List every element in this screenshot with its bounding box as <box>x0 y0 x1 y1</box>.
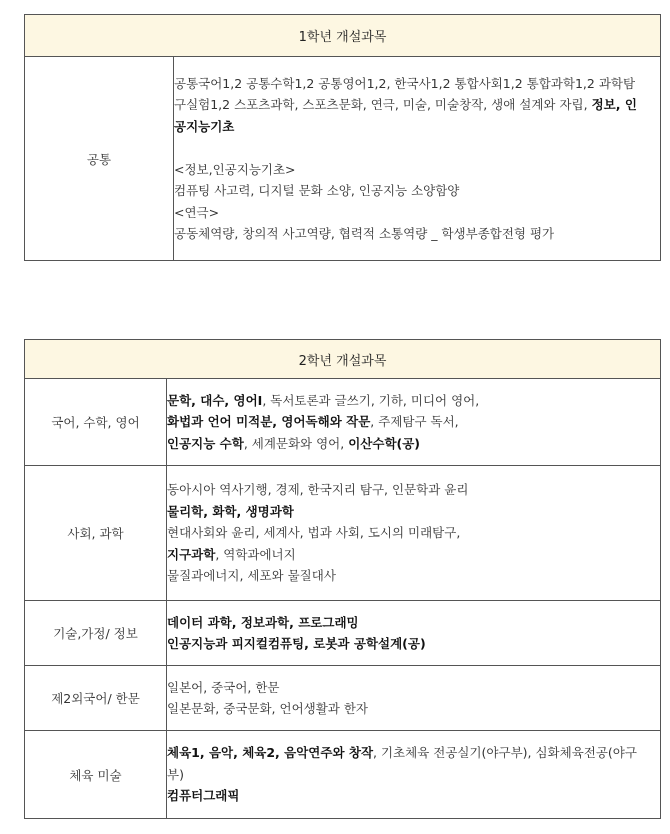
subject-line <box>167 390 660 412</box>
subject-line <box>167 479 660 501</box>
subject-line <box>167 544 660 566</box>
subject-text: , 역학과에너지 <box>215 546 296 562</box>
subject-line <box>167 612 660 634</box>
subject-text: 문학, 대수, 영어Ⅰ <box>167 392 263 408</box>
subject-text: 정보, 인 <box>591 97 637 112</box>
subject-line <box>167 764 660 786</box>
subjects-cell <box>167 731 661 819</box>
subject-line <box>167 501 660 523</box>
category-cell: 제2외국어/ 한문 <box>25 666 167 731</box>
subject-text: 현대사회와 윤리, 세계사, 법과 사회, 도시의 미래탐구, <box>167 525 461 541</box>
subject-text: 인공지능 수학 <box>167 435 244 451</box>
subject-text: 구실험1,2 스포츠과학, 스포츠문화, 연극, 미술, 미술창작, 생애 설계와 자립, <box>174 97 592 112</box>
subject-line <box>174 73 660 95</box>
table-row <box>25 731 661 819</box>
subject-line <box>174 137 660 159</box>
subjects-cell <box>167 601 661 666</box>
subject-line <box>167 633 660 655</box>
subjects-cell <box>167 466 661 601</box>
subject-text: 지구과학 <box>167 546 216 562</box>
subject-text: 동아시아 역사기행, 경제, 한국지리 탐구, 인문학과 윤리 <box>167 482 469 498</box>
subjects-cell <box>167 379 661 466</box>
subject-text: 공통국어1,2 공통수학1,2 공통영어1,2, 한국사1,2 통합사회1,2 통합과학1,2 과학탐 <box>174 75 636 91</box>
category-cell: 체육 미술 <box>25 731 167 819</box>
subject-line <box>174 202 660 224</box>
subject-text: 일본어, 중국어, 한문 <box>167 679 280 695</box>
table-row <box>25 666 661 731</box>
table-row <box>25 466 661 601</box>
subject-text: 물질과에너지, 세포와 물질대사 <box>167 568 336 584</box>
subject-text: 컴퓨팅 사고력, 디지털 문화 소양, 인공지능 소양함양 <box>174 183 460 198</box>
category-cell: 국어, 수학, 영어 <box>25 379 167 466</box>
subject-text: , 주제탐구 독서, <box>370 414 459 430</box>
subject-line <box>167 433 660 455</box>
subject-text: 물리학, 화학, 생명과학 <box>167 503 294 519</box>
subject-line <box>174 94 660 116</box>
subject-text: , 세계문화와 영어, <box>243 435 349 451</box>
subject-text: <정보,인공지능기초> <box>174 161 296 177</box>
table-row <box>25 379 661 466</box>
table-row <box>25 57 661 261</box>
subject-text: , 기초체육 전공실기(야구부), 심화체육전공(야구 <box>373 745 637 761</box>
subject-text: 데이터 과학, 정보과학, 프로그래밍 <box>167 614 359 630</box>
subjects-cell <box>174 57 661 261</box>
grade2-table-header: 2학년 개설과목 <box>25 340 661 379</box>
subject-line <box>174 180 660 202</box>
subject-text: 공지능기초 <box>174 118 235 134</box>
subject-line <box>167 522 660 544</box>
subject-line <box>167 677 660 699</box>
subject-text: 이산수학(공) <box>348 435 421 451</box>
subject-line <box>167 411 660 433</box>
category-cell: 기술,가정/ 정보 <box>25 601 167 666</box>
category-cell: 사회, 과학 <box>25 466 167 601</box>
subject-text: 일본문화, 중국문화, 언어생활과 한자 <box>167 701 368 716</box>
subject-line <box>174 223 660 245</box>
subjects-cell <box>167 666 661 731</box>
subject-line <box>167 698 660 720</box>
category-cell: 공통 <box>25 57 174 261</box>
subject-line <box>167 565 660 587</box>
subject-text: 부) <box>167 766 184 782</box>
subject-text: 체육1, 음악, 체육2, 음악연주와 창작 <box>167 745 374 761</box>
subject-line <box>174 159 660 181</box>
table-row <box>25 601 661 666</box>
subject-text: <연극> <box>174 204 220 220</box>
subject-line <box>167 742 660 764</box>
subject-text: 인공지능과 피지컬컴퓨팅, 로봇과 공학설계(공) <box>167 636 426 651</box>
subject-text: 컴퓨터그래픽 <box>167 788 240 804</box>
subject-text: 공동체역량, 창의적 사고역량, 협력적 소통역량 _ 학생부종합전형 평가 <box>174 226 555 241</box>
subject-text: 화법과 언어 미적분, 영어독해와 작문 <box>167 414 371 430</box>
grade2-course-table <box>24 339 661 819</box>
grade1-course-table <box>24 14 661 261</box>
grade1-table-header: 1학년 개설과목 <box>25 15 661 57</box>
subject-line <box>167 785 660 807</box>
subject-line <box>174 116 660 138</box>
subject-text: , 독서토론과 글쓰기, 기하, 미디어 영어, <box>262 392 480 408</box>
